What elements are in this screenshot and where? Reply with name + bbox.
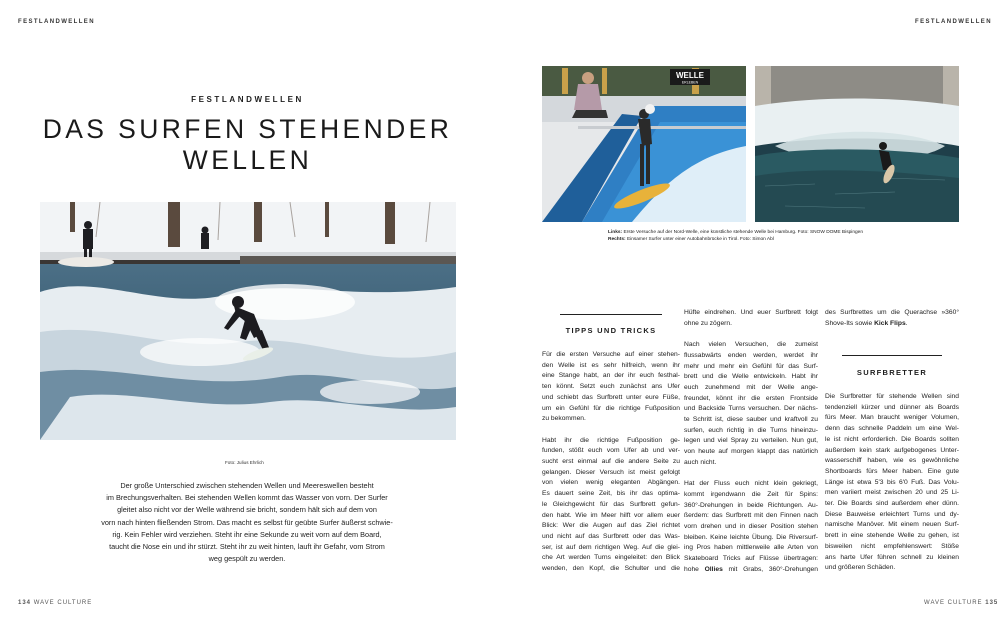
text-line: vorn drehen und in dieser Position stehen xyxy=(684,523,818,531)
magazine-name-left: WAVE CULTURE xyxy=(33,600,93,606)
intro-line: rig. Kein Fehler wird verziehen. Steht ihr eine Sekunde zu weit vorn auf dem Board, xyxy=(112,529,382,539)
text-line: und nicht auf das Surfbrett oder das Was- xyxy=(542,532,680,540)
running-head-right: FESTLANDWELLEN xyxy=(915,19,992,25)
text-line: denn das schnelle Paddeln um eine Wel- xyxy=(825,425,959,433)
article-title-line-1: DAS SURFEN STEHENDER xyxy=(42,114,453,144)
text-line: von heute auf morgen klappt das natürlich xyxy=(684,448,818,456)
text-line: Länge ist etwa 5'3 bis 6'0 Fuß. Das Volu- xyxy=(825,478,959,486)
text-line xyxy=(825,319,959,330)
text-line: um ein Gefühl für die richtige Fußposition xyxy=(542,404,680,412)
bridge-wave-photo xyxy=(755,66,959,222)
magazine-name-right: WAVE CULTURE xyxy=(924,600,983,606)
text-line: und größeren Schäden. xyxy=(825,564,896,572)
caption-left-label: Links: xyxy=(608,230,623,235)
text-line: ohne zu zögern. xyxy=(684,319,732,327)
caption-right xyxy=(608,237,863,244)
article-title-line-2: WELLEN xyxy=(182,145,313,175)
caption-right-label: Rechts: xyxy=(608,236,626,242)
intro-line: Der große Unterschied zwischen stehenden Wellen und Meereswellen besteht xyxy=(120,481,374,490)
intro-line: vorn nach hinten fließenden Strom. Das macht es selbst für geübte Surfer äußerst schwie- xyxy=(101,517,393,527)
page-number-right: 135 xyxy=(985,600,999,606)
text-line: Diese Bauweise erleichtert Turns und dy- xyxy=(825,510,959,518)
text-line: 360°-Drehungen in beide Richtungen. Au- xyxy=(684,501,818,509)
text-line: sucht erst einmal auf die andere Seite zu xyxy=(542,458,680,466)
text-line: namische Manöver. Mit einem neuen Surf- xyxy=(825,521,959,529)
text-fragment: Shove-Its xyxy=(825,319,854,327)
section-heading-tips: TIPPS UND TRICKS xyxy=(565,326,657,335)
text-line: legen und viel Spray zu verteilen. Nun gut, xyxy=(684,437,818,445)
text-line: ing Pros haben mittlerweile alle Arten von xyxy=(684,544,818,552)
photo-credit: Foto: Julius Ehrlich xyxy=(225,460,264,465)
text-line: le Gleichgewicht für das Surfbrett gefun- xyxy=(542,500,680,508)
article-kicker: FESTLANDWELLEN xyxy=(191,95,304,104)
text-fragment: . xyxy=(905,319,908,327)
text-line: surfen, euch richtig in die Turns hineinzu- xyxy=(684,426,818,434)
wave-sign-subtext: ERLEBEN xyxy=(681,80,699,85)
paragraph xyxy=(542,436,680,575)
paragraph xyxy=(825,392,959,574)
paragraph xyxy=(684,479,818,575)
text-column-3 xyxy=(825,308,959,340)
text-fragment: mit Grabs, 360°-Drehungen xyxy=(722,565,818,573)
text-line: eine Stange habt, an der ihr euch festhal- xyxy=(542,372,680,380)
section-heading-surfbretter: SURFBRETTER xyxy=(856,368,928,377)
folio-left xyxy=(18,600,92,606)
text-line: fürs Meer. Man braucht weniger Volumen, xyxy=(825,414,959,422)
text-line: und schiebt das Surfbrett unter eure Füße, xyxy=(542,393,680,401)
text-line: von vielen wenig eleganten Abgängen. xyxy=(542,479,680,487)
text-line: kommt irgendwann die Zeit für Spins: xyxy=(684,490,818,498)
text-line: bisweilen nicht empfehlenswert: Stöße xyxy=(825,542,959,550)
text-line: auch nicht. xyxy=(684,458,717,466)
text-column-2 xyxy=(684,308,818,586)
text-line: den habt. Wie im Meer hilft vor allem euer xyxy=(542,511,680,519)
intro-line: im Brechungsverhalten. Bei stehenden Wellen kommt das Wasser von vorn. Der Surfer xyxy=(106,493,388,503)
text-line: bleiben. Keine leichte Übung. Die Riversurf- xyxy=(684,533,818,541)
text-line: tendenziell kürzer und dünner als Boards xyxy=(825,403,959,411)
wave-sign-text: WELLE xyxy=(676,71,704,80)
text-line: ßerdem: das Surfbrett mit den Finnen nach xyxy=(684,512,818,520)
intro-line: weg gespült zu werden. xyxy=(208,554,286,564)
text-line: le ist nicht erforderlich. Die Boards sollten xyxy=(825,435,959,443)
text-line: euch zunehmend mit der Welle ange- xyxy=(684,383,818,391)
river-surfer-photo xyxy=(40,202,456,440)
paragraph xyxy=(684,308,818,329)
caption-left-text: Erste Versuche auf der Nord-Welle, eine künstliche stehende Welle bei Hamburg. Foto: SNOW DOME Bispingen xyxy=(623,230,863,235)
text-line: außerdem kein stark aufgebogenes Unter- xyxy=(825,446,959,454)
section-rule xyxy=(842,355,942,356)
text-line: Habt ihr die richtige Fußposition ge- xyxy=(542,436,680,444)
text-line: funden, stößt euch vom Ufer ab und ver- xyxy=(542,447,680,455)
text-line: Shortboards fürs Meer haben. Eine gute xyxy=(825,467,959,475)
running-head-left: FESTLANDWELLEN xyxy=(18,19,95,25)
text-line: freundet, könnt ihr die ersten Frontside xyxy=(684,394,818,402)
text-line: zu bekommen. xyxy=(542,415,586,423)
text-line: den Welle ist es sehr hilfreich, wenn ihr xyxy=(542,361,680,369)
text-column-1 xyxy=(542,350,680,585)
text-line: Für die ersten Versuche auf einer stehen- xyxy=(542,351,680,358)
bold-term-ollies: Ollies xyxy=(704,565,723,573)
text-line: Die Surfbretter für stehende Wellen sind xyxy=(825,393,959,400)
text-line: des Surfbrettes um die Querachse »360° xyxy=(825,309,959,316)
text-line: Hüfte eindrehen. Und euer Surfbrett folgt xyxy=(684,309,818,316)
text-line: wasserschiff haben, wie es gewöhnliche xyxy=(825,457,959,465)
article-title xyxy=(40,114,455,176)
text-line: ser, ist auf dem richtigen Weg. Auf die glei- xyxy=(542,543,680,551)
text-line: wenden, den Kopf, die Schulter und die xyxy=(542,565,680,573)
caption-right-text: Einsamer Surfer unter einer Autobahnbrücke in Tirol. Foto: Simon Abl xyxy=(626,236,774,242)
section-rule xyxy=(560,314,662,315)
page-number-left: 134 xyxy=(18,600,32,606)
bold-term-kick-flips: Kick Flips xyxy=(874,319,906,327)
folio-right xyxy=(924,600,998,606)
paragraph xyxy=(684,340,818,468)
text-line: che Art werden Turns eingeleitet: den Blick xyxy=(542,554,680,562)
text-line: Hat der Fluss euch nicht klein gekriegt, xyxy=(684,480,818,488)
text-line xyxy=(684,565,818,576)
text-fragment: sowie xyxy=(853,319,875,327)
paragraph xyxy=(825,308,959,329)
intro-line: gleitet also nicht vor der Welle während sie bricht, sondern hält sich auf dem von xyxy=(117,505,377,515)
text-line: ans harte Ufer führen schnell zu kleinen xyxy=(825,553,959,561)
paragraph xyxy=(542,350,680,425)
text-line: Es dauert seine Zeit, bis ihr das optima- xyxy=(542,490,680,498)
text-line: Skateboard Tricks auf Flüsse übertragen: xyxy=(684,555,818,563)
text-line: men variiert meist zwischen 20 und 25 Li- xyxy=(825,489,959,497)
photo-caption xyxy=(608,230,863,243)
text-line: Nach vielen Versuchen, die zumeist xyxy=(684,341,818,349)
text-line: und Backside Turns versuchen. Der nächs- xyxy=(684,405,818,413)
intro-paragraph xyxy=(77,480,417,565)
text-line: te Schritt ist, diese sauber und kraftvoll zu xyxy=(684,416,818,424)
text-line: ter. Die Boards sind außerdem eher dünn. xyxy=(825,500,959,508)
intro-line: taucht die Nose ein und ihr stürzt. Steht ihr zu weit hinten, lauft ihr Gefahr, vom Strom xyxy=(109,542,385,552)
text-line: brett und die Welle entwickeln. Habt ihr xyxy=(684,373,818,381)
text-line: brett in eine stehende Welle zu gehen, ist xyxy=(825,532,959,540)
text-column-3b xyxy=(825,392,959,585)
text-line: ten könnt. Setzt euch zunächst ans Ufer xyxy=(542,383,680,391)
text-fragment: hohe xyxy=(684,565,705,573)
text-line: flussabwärts enden werden, werdet ihr xyxy=(684,351,818,359)
text-line: mehr und mehr ein Gefühl für das Surf- xyxy=(684,362,818,370)
text-line: gelangen. Dieser Versuch ist meist gefolgt xyxy=(542,468,680,476)
pool-wave-photo xyxy=(542,66,746,222)
text-line: Blick: Wer die Augen auf das Ziel richtet xyxy=(542,522,680,530)
